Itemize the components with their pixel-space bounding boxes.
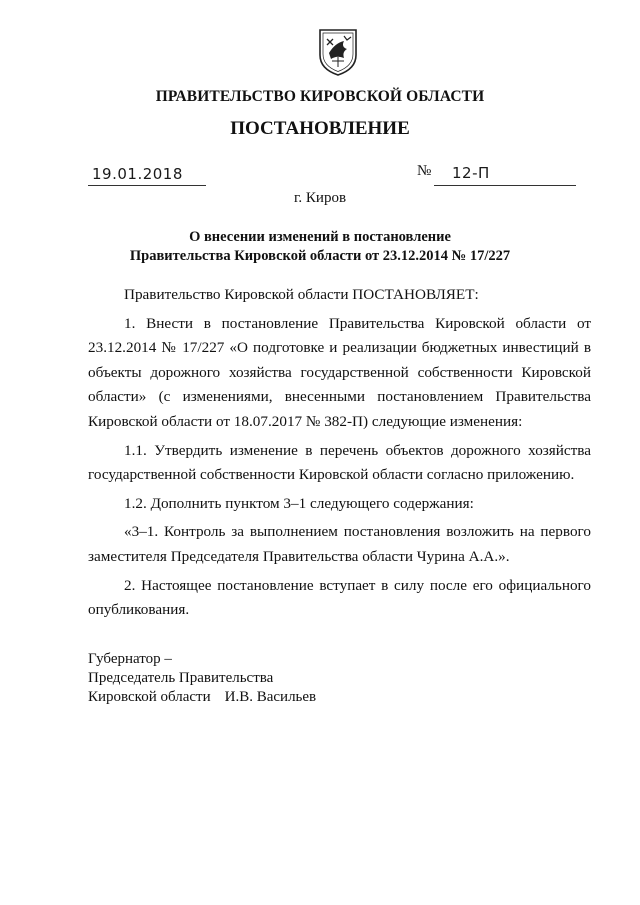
item-1-2-paragraph: 1.2. Дополнить пунктом 3–1 следующего содержания: — [124, 494, 474, 512]
item-2-paragraph: 2. Настоящее постановление вступает в силу после его официального опубликования. — [88, 576, 591, 619]
item-1-paragraph: 1. Внести в постановление Правительства Кировской области от 23.12.2014 № 17/227 «О подготовке и реализации бюджетных инвестиций в объекты дорожного хозяйства государственной собственности Кировской области» (с изменениями, внесенными постановлением Правительства Кировской области от 18.07.2017 № 382-П) следующие изменения: — [88, 314, 591, 430]
subject-line-2: Правительства Кировской области от 23.12.2014 № 17/227 — [129, 248, 511, 264]
number-field — [434, 164, 576, 186]
document-body — [88, 283, 591, 627]
kirov-oblast-coat-of-arms-icon — [317, 27, 359, 77]
city-label: г. Киров — [293, 190, 347, 206]
item-1-1-paragraph: 1.1. Утвердить изменение в перечень объектов дорожного хозяйства государственной собственности Кировской области согласно приложению. — [88, 441, 591, 484]
handwritten-date: 19.01.2018 — [92, 165, 183, 183]
government-name: ПРАВИТЕЛЬСТВО КИРОВСКОЙ ОБЛАСТИ — [155, 88, 485, 105]
signature-title-line-1: Губернатор – — [88, 651, 172, 667]
item-3-1-quote-paragraph: «3–1. Контроль за выполнением постановления возложить на первого заместителя Председателя Правительства области Чурина А.А.». — [88, 523, 591, 565]
document-type-title: ПОСТАНОВЛЕНИЕ — [230, 118, 410, 139]
signatory-name: И.В. Васильев — [224, 689, 317, 705]
signature-region: Кировской области — [88, 689, 211, 705]
subject-line-1: О внесении изменений в постановление — [189, 229, 451, 245]
number-label: № — [417, 163, 432, 179]
preamble-paragraph: Правительство Кировской области ПОСТАНОВЛЯЕТ: — [124, 286, 479, 303]
signature-block — [88, 650, 316, 707]
document-subject — [0, 228, 640, 266]
signature-title-line-3 — [88, 688, 316, 707]
signature-title-line-2: Председатель Правительства — [88, 670, 274, 686]
date-field — [88, 167, 206, 186]
handwritten-number: 12-П — [452, 164, 490, 182]
